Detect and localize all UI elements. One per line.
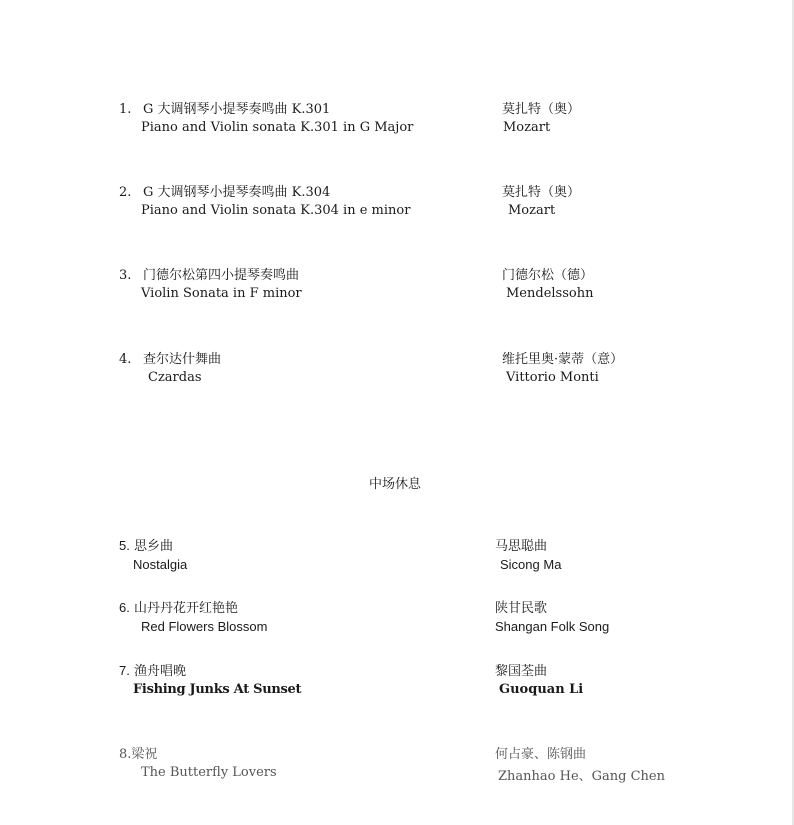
program-item-6-title-en: Red Flowers Blossom	[141, 619, 268, 634]
program-item-4-title-zh	[119, 348, 221, 367]
title-zh: 思乡曲	[133, 539, 173, 554]
title-zh: 梁祝	[131, 747, 158, 762]
program-item-5-composer-zh: 马思聪曲	[495, 539, 548, 554]
program-item-3-composer-zh: 门德尔松（德）	[502, 268, 594, 283]
program-item-7-title-en: Fishing Junks At Sunset	[133, 682, 302, 697]
program-item-2-title-zh	[119, 181, 330, 200]
item-number: 1.	[119, 102, 132, 117]
program-item-2-composer-zh: 莫扎特（奥）	[502, 185, 581, 200]
program-item-7-title-zh	[119, 660, 186, 679]
program-item-7-composer-en: Guoquan Li	[499, 682, 584, 697]
title-zh: 门德尔松第四小提琴奏鸣曲	[143, 268, 300, 283]
title-zh: G 大调钢琴小提琴奏鸣曲 K.301	[143, 102, 331, 117]
intermission-heading: 中场休息	[369, 477, 422, 492]
program-item-2-title-en: Piano and Violin sonata K.304 in e minor	[141, 203, 411, 218]
title-zh: G 大调钢琴小提琴奏鸣曲 K.304	[143, 185, 331, 200]
program-item-6-composer-zh: 陕甘民歌	[495, 601, 548, 616]
program-item-3-title-en: Violin Sonata in F minor	[141, 286, 302, 301]
program-item-8-composer-en: Zhanhao He、Gang Chen	[498, 769, 665, 784]
program-item-1-title-zh	[119, 98, 330, 117]
program-item-8-title-en: The Butterfly Lovers	[141, 765, 277, 780]
program-item-1-title-en: Piano and Violin sonata K.301 in G Major	[141, 120, 414, 135]
program-item-3-composer-en: Mendelssohn	[506, 286, 594, 301]
program-item-3-title-zh	[119, 264, 299, 283]
title-zh: 查尔达什舞曲	[143, 352, 222, 367]
program-item-5-title-en: Nostalgia	[133, 557, 188, 572]
item-number: 6.	[119, 600, 130, 615]
program-item-2-composer-en: Mozart	[508, 203, 556, 218]
program-item-4-composer-zh: 维托里奥·蒙蒂（意）	[502, 352, 624, 367]
program-item-4-composer-en: Vittorio Monti	[506, 370, 599, 385]
item-number: 5.	[119, 538, 130, 553]
program-item-8-title-zh	[119, 743, 157, 762]
item-number: 3.	[119, 268, 132, 283]
program-item-1-composer-zh: 莫扎特（奥）	[502, 102, 581, 117]
program-item-8-composer-zh: 何占豪、陈钢曲	[495, 747, 587, 762]
program-item-6-composer-en: Shangan Folk Song	[495, 619, 610, 634]
program-item-5-composer-en: Sicong Ma	[500, 557, 562, 572]
title-zh: 山丹丹花开红艳艳	[133, 601, 238, 616]
title-zh: 渔舟唱晚	[133, 664, 186, 679]
program-item-1-composer-en: Mozart	[503, 120, 551, 135]
item-number: 2.	[119, 185, 132, 200]
program-item-5-title-zh	[119, 535, 173, 554]
program-item-6-title-zh	[119, 597, 238, 616]
item-number: 4.	[119, 352, 132, 367]
item-number: 8.	[119, 747, 132, 762]
program-item-7-composer-zh: 黎国荃曲	[495, 664, 548, 679]
item-number: 7.	[119, 663, 130, 678]
program-item-4-title-en: Czardas	[148, 370, 202, 385]
